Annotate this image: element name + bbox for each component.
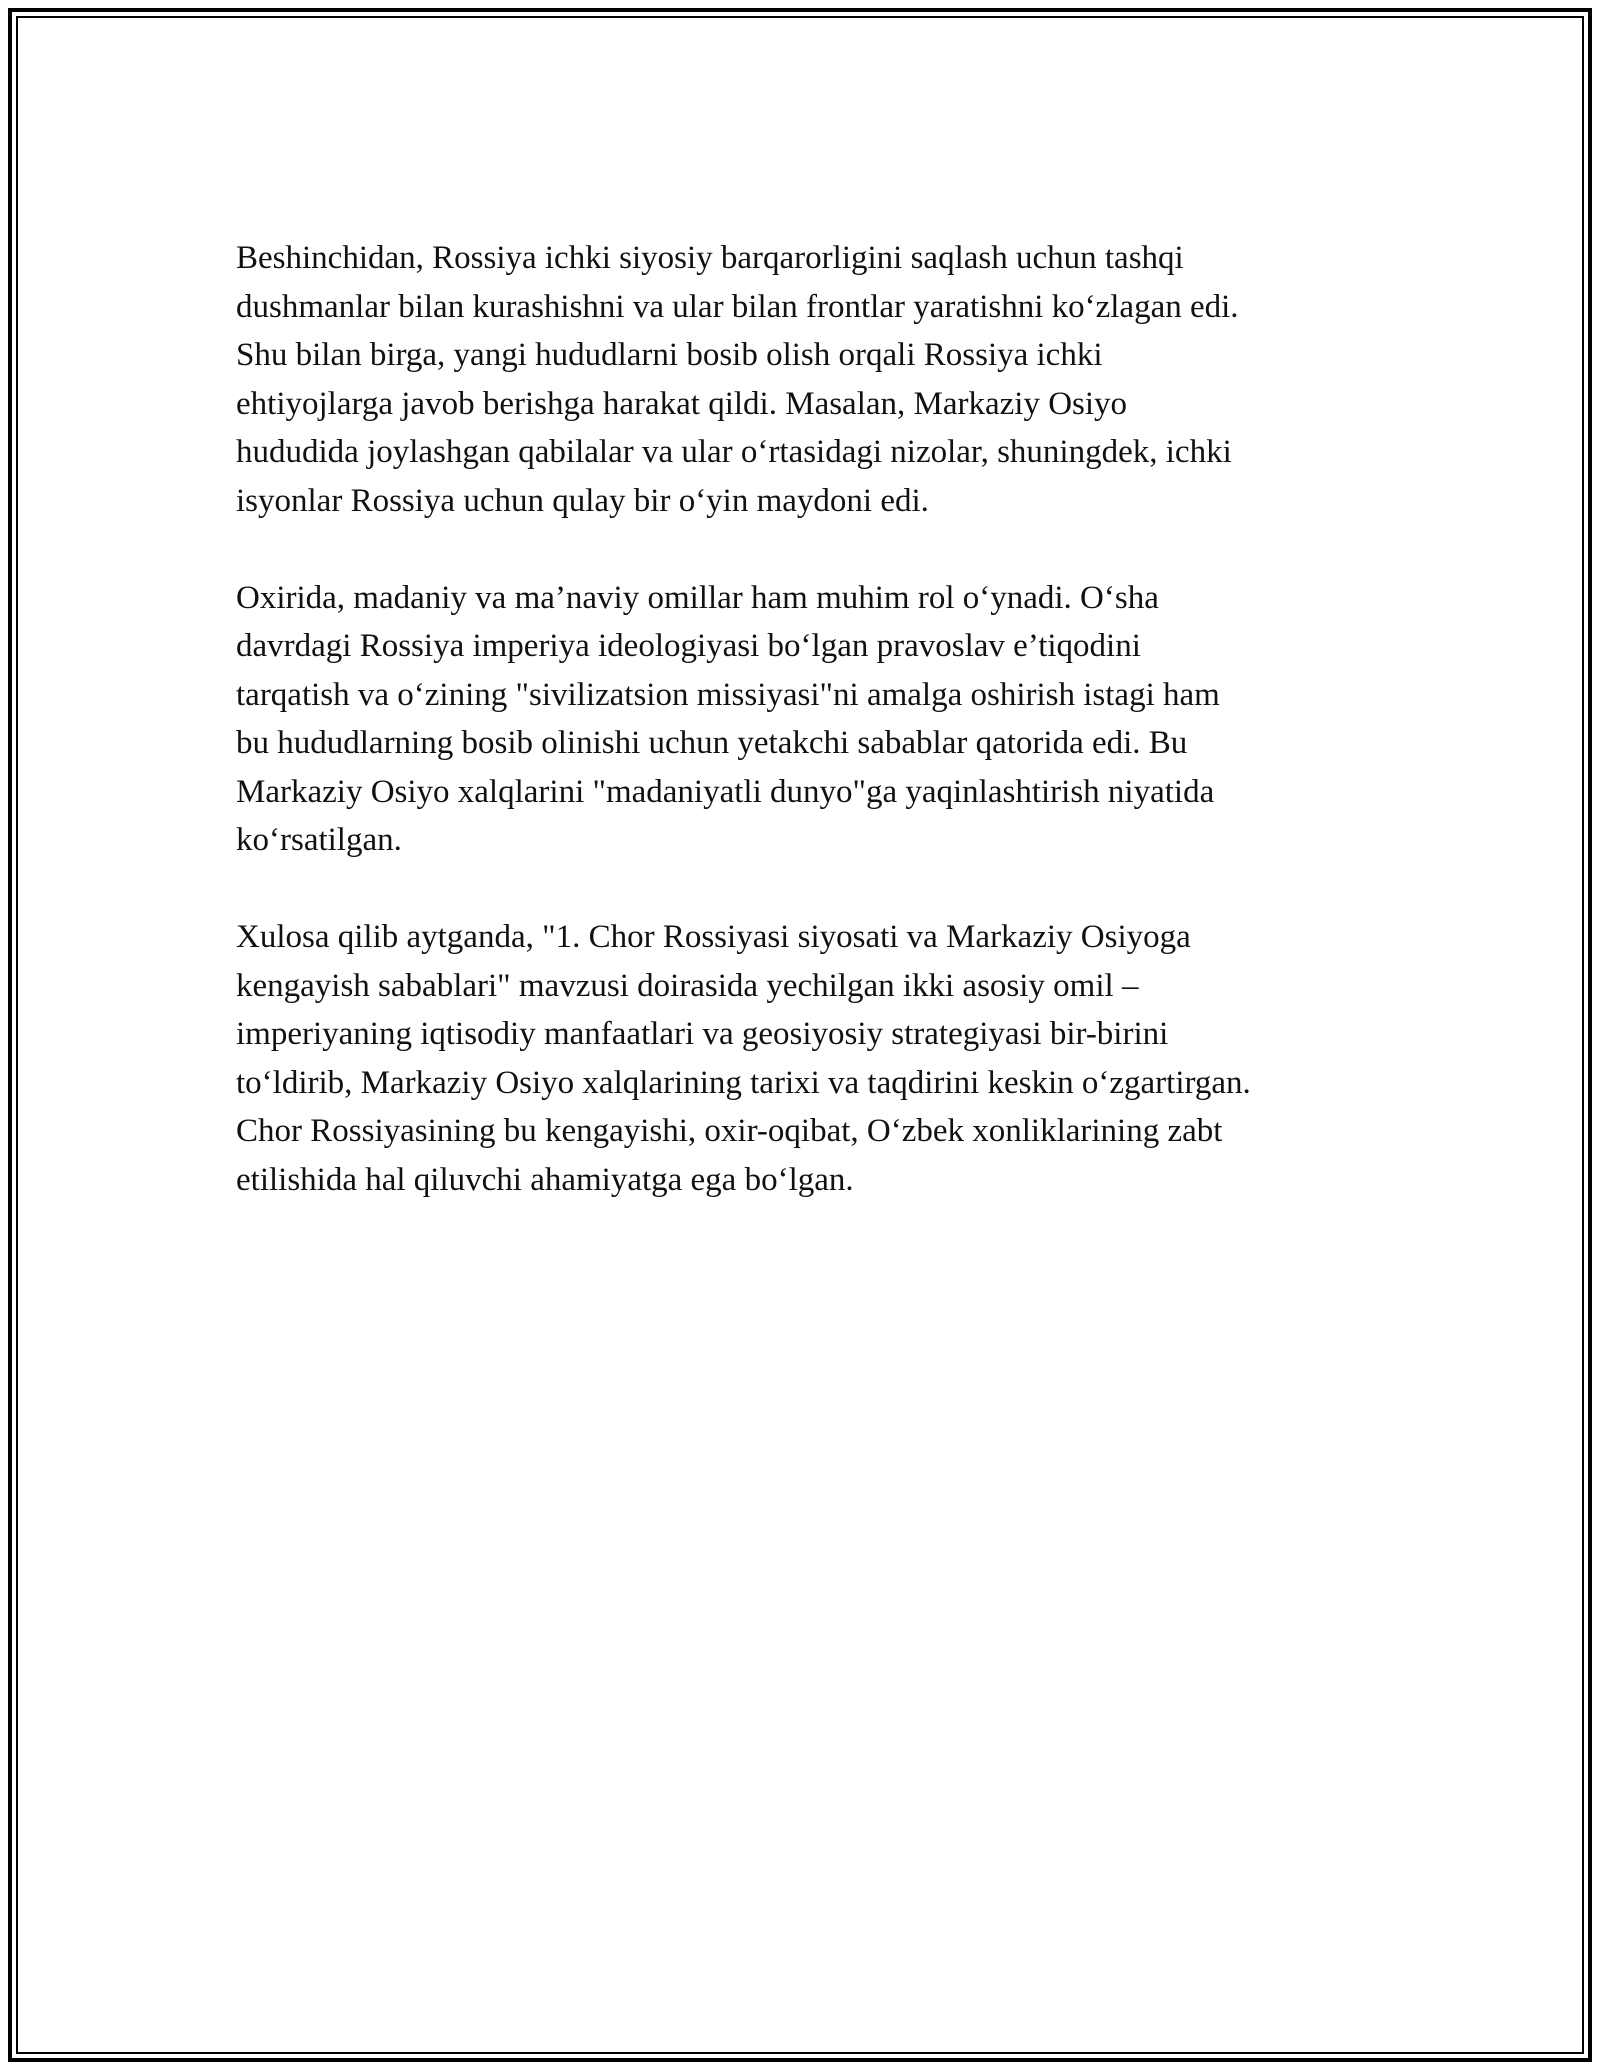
text-line: Xulosa qilib aytganda, "1. Chor Rossiyasi siyosati va Markaziy Osiyoga (236, 919, 1191, 955)
paragraph-2 (236, 574, 1386, 865)
text-line: dushmanlar bilan kurashishni va ular bilan frontlar yaratishni ko‘zlagan edi. (236, 288, 1239, 325)
text-line: tarqatish va o‘zining "sivilizatsion missiyasi"ni amalga oshirish istagi ham (236, 676, 1220, 713)
text-line: davrdagi Rossiya imperiya ideologiyasi bo‘lgan pravoslav e’tiqodini (236, 628, 1141, 664)
text-line: ko‘rsatilgan. (236, 822, 402, 858)
text-line: bu hududlarning bosib olinishi uchun yetakchi sabablar qatorida edi. Bu (236, 725, 1188, 761)
text-line: hududida joylashgan qabilalar va ular o‘rtasidagi nizolar, shuningdek, ichki (236, 434, 1232, 470)
text-line: Chor Rossiyasining bu kengayishi, oxir-oqibat, O‘zbek xonliklarining zabt (236, 1113, 1223, 1149)
text-line: ehtiyojlarga javob berishga harakat qildi. Masalan, Markaziy Osiyo (236, 385, 1128, 422)
text-line: etilishida hal qiluvchi ahamiyatga ega bo‘lgan. (236, 1161, 854, 1198)
paragraph-3 (236, 913, 1386, 1204)
text-line: imperiyaning iqtisodiy manfaatlari va geosiyosiy strategiyasi bir-birini (236, 1016, 1169, 1052)
text-line: Beshinchidan, Rossiya ichki siyosiy barqarorligini saqlash uchun tashqi (236, 240, 1184, 276)
text-line: Oxirida, madaniy va ma’naviy omillar ham muhim rol o‘ynadi. O‘sha (236, 579, 1159, 616)
paragraph-1 (236, 234, 1386, 525)
text-line: isyonlar Rossiya uchun qulay bir o‘yin maydoni edi. (236, 482, 929, 519)
text-line: Shu bilan birga, yangi hududlarni bosib olish orqali Rossiya ichki (236, 337, 1103, 373)
document-body (236, 234, 1386, 1253)
text-line: to‘ldirib, Markaziy Osiyo xalqlarining tarixi va taqdirini keskin o‘zgartirgan. (236, 1064, 1251, 1101)
text-line: kengayish sabablari" mavzusi doirasida yechilgan ikki asosiy omil – (236, 967, 1139, 1004)
text-line: Markaziy Osiyo xalqlarini "madaniyatli dunyo"ga yaqinlashtirish niyatida (236, 773, 1215, 810)
